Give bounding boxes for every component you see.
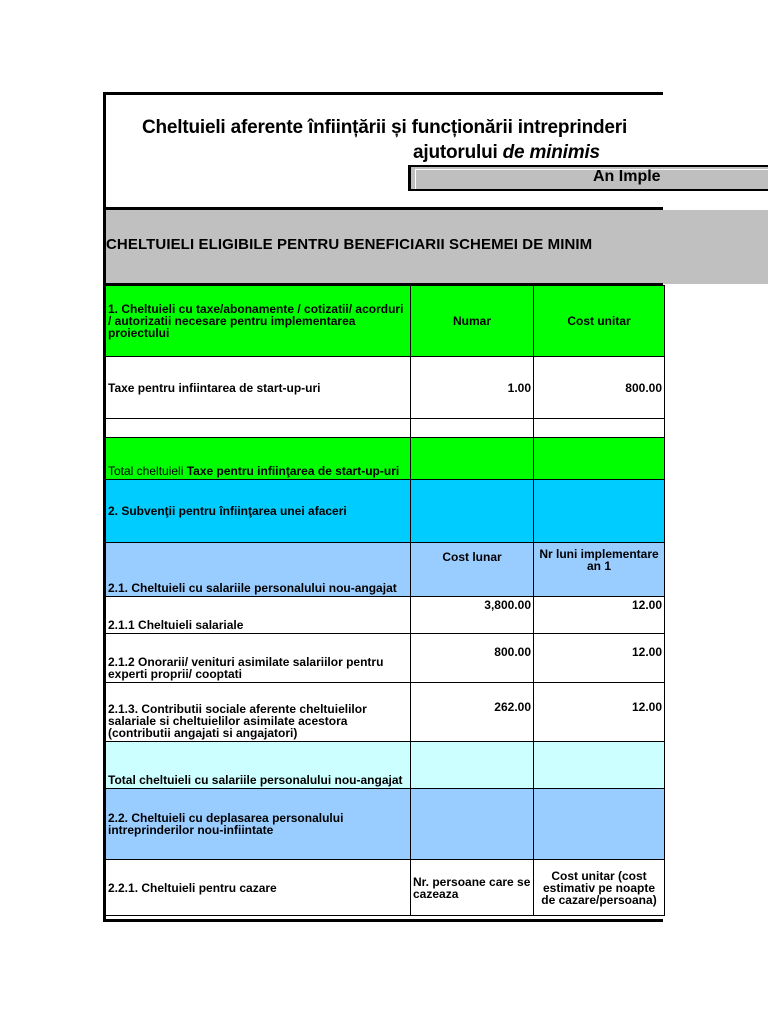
- row-label-cell[interactable]: Total cheltuieli cu salariile personalului nou-angajat: [106, 742, 411, 789]
- expenses-table: [105, 285, 665, 916]
- row-label-cell[interactable]: Taxe pentru infiintarea de start-up-uri: [106, 357, 411, 419]
- row-label-cell[interactable]: 2.1.1 Cheltuieli salariale: [106, 597, 411, 634]
- an-implementare-cell[interactable]: [408, 165, 768, 191]
- column-header-nr-luni[interactable]: Nr luni implementare an 1: [534, 543, 665, 597]
- table-row: [106, 860, 665, 916]
- row-label-cell[interactable]: [106, 438, 411, 480]
- column-header-numar[interactable]: Numar: [411, 286, 534, 357]
- table-row: [106, 742, 665, 789]
- frame-top-border: [103, 92, 663, 95]
- row-label-cell[interactable]: 1. Cheltuieli cu taxe/abonamente / cotizatii/ acorduri / autorizatii necesare pentru implementarea proiectului: [106, 286, 411, 357]
- title-line2-italic: de minimis: [502, 142, 600, 163]
- total-prefix: Total cheltuieli: [108, 464, 187, 478]
- table-row: [106, 286, 665, 357]
- table-row: [106, 789, 665, 860]
- total-label: Taxe pentru infiinţarea de start-up-uri: [186, 464, 400, 478]
- value-cell[interactable]: 262.00: [411, 683, 534, 742]
- value-cell[interactable]: [411, 438, 534, 480]
- value-cell[interactable]: 1.00: [411, 357, 534, 419]
- table-row: [106, 597, 665, 634]
- column-header-cost-cazare[interactable]: Cost unitar (cost estimativ pe noapte de cazare/persoana): [534, 860, 665, 916]
- row-label-cell[interactable]: 2.1.3. Contributii sociale aferente cheltuielilor salariale si cheltuielilor asimilate acestora (contributii angajati si angajatori): [106, 683, 411, 742]
- row-label-cell[interactable]: 2.1. Cheltuieli cu salariile personalului nou-angajat: [106, 543, 411, 597]
- value-cell[interactable]: 12.00: [534, 683, 665, 742]
- column-header-cost-unitar[interactable]: Cost unitar: [534, 286, 665, 357]
- row-label-cell[interactable]: 2. Subvenţii pentru înfiinţarea unei afaceri: [106, 480, 411, 543]
- value-cell[interactable]: [534, 789, 665, 860]
- row-label-cell[interactable]: 2.2. Cheltuieli cu deplasarea personalului intreprinderilor nou-infiintate: [106, 789, 411, 860]
- row-label-cell[interactable]: 2.2.1. Cheltuieli pentru cazare: [106, 860, 411, 916]
- value-cell[interactable]: [411, 789, 534, 860]
- column-header-cost-lunar[interactable]: Cost lunar: [411, 543, 534, 597]
- eligible-section-header: CHELTUIELI ELIGIBILE PENTRU BENEFICIARII SCHEMEI DE MINIM: [106, 236, 593, 253]
- frame-bottom-border: [103, 919, 663, 922]
- table-row: [106, 438, 665, 480]
- value-cell[interactable]: [534, 480, 665, 543]
- value-cell[interactable]: 12.00: [534, 634, 665, 683]
- value-cell[interactable]: 3,800.00: [411, 597, 534, 634]
- page-title-line1: Cheltuieli aferente înființării și funcționării intreprinderi: [142, 117, 628, 138]
- empty-cell[interactable]: [106, 419, 411, 438]
- table-row: [106, 543, 665, 597]
- table-row: [106, 683, 665, 742]
- value-cell[interactable]: [411, 742, 534, 789]
- page-title-line2: [413, 142, 600, 164]
- an-implementare-label: An Imple: [593, 168, 661, 185]
- table-row: [106, 419, 665, 438]
- value-cell[interactable]: [411, 480, 534, 543]
- empty-cell[interactable]: [411, 419, 534, 438]
- table-row: [106, 480, 665, 543]
- value-cell[interactable]: 800.00: [534, 357, 665, 419]
- value-cell[interactable]: 12.00: [534, 597, 665, 634]
- value-cell[interactable]: [534, 438, 665, 480]
- row-label-cell[interactable]: 2.1.2 Onorarii/ venituri asimilate salariilor pentru experti proprii/ cooptati: [106, 634, 411, 683]
- value-cell[interactable]: 800.00: [411, 634, 534, 683]
- value-cell[interactable]: [534, 742, 665, 789]
- table-row: [106, 357, 665, 419]
- column-header-nr-persoane[interactable]: Nr. persoane care se cazeaza: [411, 860, 534, 916]
- empty-cell[interactable]: [534, 419, 665, 438]
- table-row: [106, 634, 665, 683]
- title-line2-prefix: ajutorului: [413, 142, 503, 163]
